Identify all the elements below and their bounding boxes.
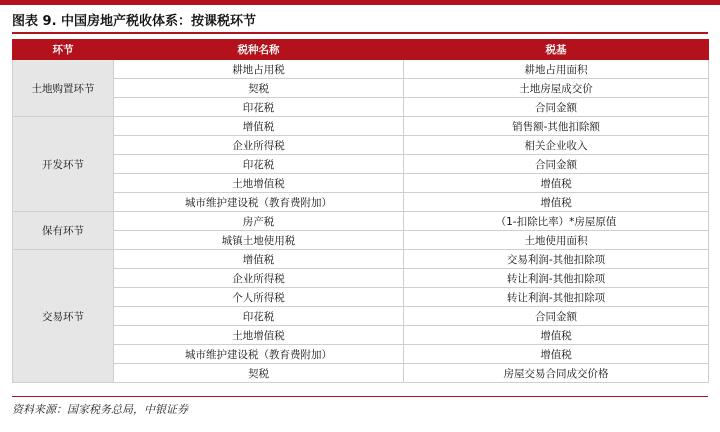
tax-base-cell: 交易利润-其他扣除项 xyxy=(404,250,709,269)
header-stage: 环节 xyxy=(13,40,114,60)
tax-name-cell: 耕地占用税 xyxy=(114,60,404,79)
table-row xyxy=(13,345,709,364)
tax-name-cell: 契税 xyxy=(114,79,404,98)
tax-name-cell: 增值税 xyxy=(114,117,404,136)
stage-cell: 开发环节 xyxy=(13,117,114,212)
table-row xyxy=(13,231,709,250)
title-divider xyxy=(12,32,708,34)
tax-name-cell: 企业所得税 xyxy=(114,136,404,155)
table-row xyxy=(13,193,709,212)
table-row xyxy=(13,307,709,326)
table-row xyxy=(13,364,709,383)
tax-name-cell: 城市维护建设税（教育费附加） xyxy=(114,345,404,364)
tax-name-cell: 土地增值税 xyxy=(114,174,404,193)
tax-base-cell: 转让利润-其他扣除项 xyxy=(404,269,709,288)
tax-base-cell: 增值税 xyxy=(404,193,709,212)
bottom-divider xyxy=(12,396,708,397)
tax-name-cell: 印花税 xyxy=(114,98,404,117)
source-note: 资料来源：国家税务总局，中银证券 xyxy=(12,403,188,416)
table-body xyxy=(13,60,709,383)
tax-base-cell: 合同金额 xyxy=(404,307,709,326)
tax-name-cell: 房产税 xyxy=(114,212,404,231)
tax-name-cell: 印花税 xyxy=(114,155,404,174)
tax-name-cell: 土地增值税 xyxy=(114,326,404,345)
table-row xyxy=(13,79,709,98)
table-row xyxy=(13,174,709,193)
tax-table xyxy=(12,39,709,383)
tax-base-cell: 相关企业收入 xyxy=(404,136,709,155)
tax-name-cell: 增值税 xyxy=(114,250,404,269)
table-row xyxy=(13,60,709,79)
stage-cell: 保有环节 xyxy=(13,212,114,250)
stage-cell: 土地购置环节 xyxy=(13,60,114,117)
table-row xyxy=(13,269,709,288)
tax-base-cell: 增值税 xyxy=(404,326,709,345)
tax-name-cell: 印花税 xyxy=(114,307,404,326)
table-header-row xyxy=(13,40,709,60)
table-row xyxy=(13,288,709,307)
table-row xyxy=(13,326,709,345)
top-accent-bar xyxy=(0,0,720,5)
tax-base-cell: 合同金额 xyxy=(404,155,709,174)
header-tax-name: 税种名称 xyxy=(114,40,404,60)
tax-base-cell: 房屋交易合同成交价格 xyxy=(404,364,709,383)
tax-name-cell: 企业所得税 xyxy=(114,269,404,288)
tax-base-cell: 土地使用面积 xyxy=(404,231,709,250)
tax-base-cell: 转让利润-其他扣除项 xyxy=(404,288,709,307)
stage-cell: 交易环节 xyxy=(13,250,114,383)
tax-base-cell: 增值税 xyxy=(404,174,709,193)
table-row xyxy=(13,136,709,155)
tax-base-cell: 合同金额 xyxy=(404,98,709,117)
tax-base-cell: 耕地占用面积 xyxy=(404,60,709,79)
tax-name-cell: 城市维护建设税（教育费附加） xyxy=(114,193,404,212)
tax-base-cell: 销售额-其他扣除额 xyxy=(404,117,709,136)
tax-base-cell: 土地房屋成交价 xyxy=(404,79,709,98)
tax-name-cell: 个人所得税 xyxy=(114,288,404,307)
figure-title: 图表 9. 中国房地产税收体系：按课税环节 xyxy=(12,14,257,29)
tax-base-cell: 增值税 xyxy=(404,345,709,364)
table-row xyxy=(13,98,709,117)
table-row xyxy=(13,212,709,231)
table-row xyxy=(13,155,709,174)
tax-name-cell: 契税 xyxy=(114,364,404,383)
table-row xyxy=(13,250,709,269)
header-tax-base: 税基 xyxy=(404,40,709,60)
tax-name-cell: 城镇土地使用税 xyxy=(114,231,404,250)
tax-base-cell: （1-扣除比率）*房屋原值 xyxy=(404,212,709,231)
table-row xyxy=(13,117,709,136)
